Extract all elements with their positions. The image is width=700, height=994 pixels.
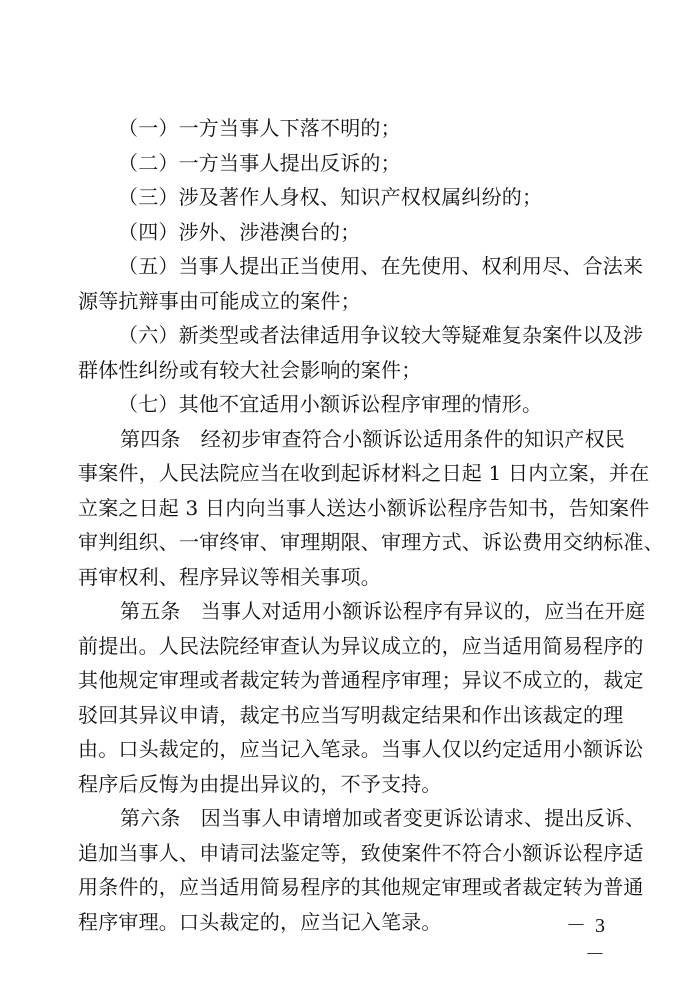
article-4-line-1: 第四条 经初步审查符合小额诉讼适用条件的知识产权民 [120,426,625,451]
document-body [78,111,664,939]
article-5-line-6: 程序后反悔为由提出异议的，不予支持。 [78,771,442,796]
article-5-line-1: 第五条 当事人对适用小额诉讼程序有异议的，应当在开庭 [120,599,646,623]
article-6-line-3: 用条件的，应当适用简易程序的其他规定审理或者裁定转为普通 [78,875,644,899]
clause-2: （二）一方当事人提出反诉的； [118,150,401,175]
article-4-line-4: 审判组织、一审终审、审理期限、审理方式、诉讼费用交纳标准、 [78,530,664,554]
article-5-line-5: 由。口头裁定的，应当记入笔录。当事人仅以约定适用小额诉讼 [78,737,644,761]
article-6-line-2: 追加当事人、申请司法鉴定等，致使案件不符合小额诉讼程序适 [78,840,644,865]
page-number: － 3 － [566,915,607,966]
clause-6-line-2: 群体性纠纷或有较大社会影响的案件； [78,357,422,382]
article-4-line-3: 立案之日起 3 日内向当事人送达小额诉讼程序告知书，告知案件 [78,495,650,520]
article-4-line-2: 事案件，人民法院应当在收到起诉材料之日起 1 日内立案，并在 [78,461,650,485]
article-5-line-4: 驳回其异议申请，裁定书应当写明裁定结果和作出该裁定的理 [78,702,624,727]
article-5-line-2: 前提出。人民法院经审查认为异议成立的，应当适用简易程序的 [78,633,644,658]
clause-4: （四）涉外、涉港澳台的； [118,219,361,244]
clause-6-line-1: （六）新类型或者法律适用争议较大等疑难复杂案件以及涉 [118,323,644,347]
clause-1: （一）一方当事人下落不明的； [118,116,401,140]
clause-7: （七）其他不宜适用小额诉讼程序审理的情形。 [118,392,543,416]
clause-5-line-1: （五）当事人提出正当使用、在先使用、权利用尽、合法来 [118,254,644,278]
article-6-line-1: 第六条 因当事人申请增加或者变更诉讼请求、提出反诉、 [120,806,646,830]
clause-3: （三）涉及著作人身权、知识产权权属纠纷的； [118,185,543,209]
clause-5-line-2: 源等抗辩事由可能成立的案件； [78,288,361,313]
article-5-line-3: 其他规定审理或者裁定转为普通程序审理；异议不成立的，裁定 [78,668,644,692]
article-4-line-5: 再审权利、程序异议等相关事项。 [78,564,381,589]
article-6-line-4: 程序审理。口头裁定的，应当记入笔录。 [78,909,442,934]
